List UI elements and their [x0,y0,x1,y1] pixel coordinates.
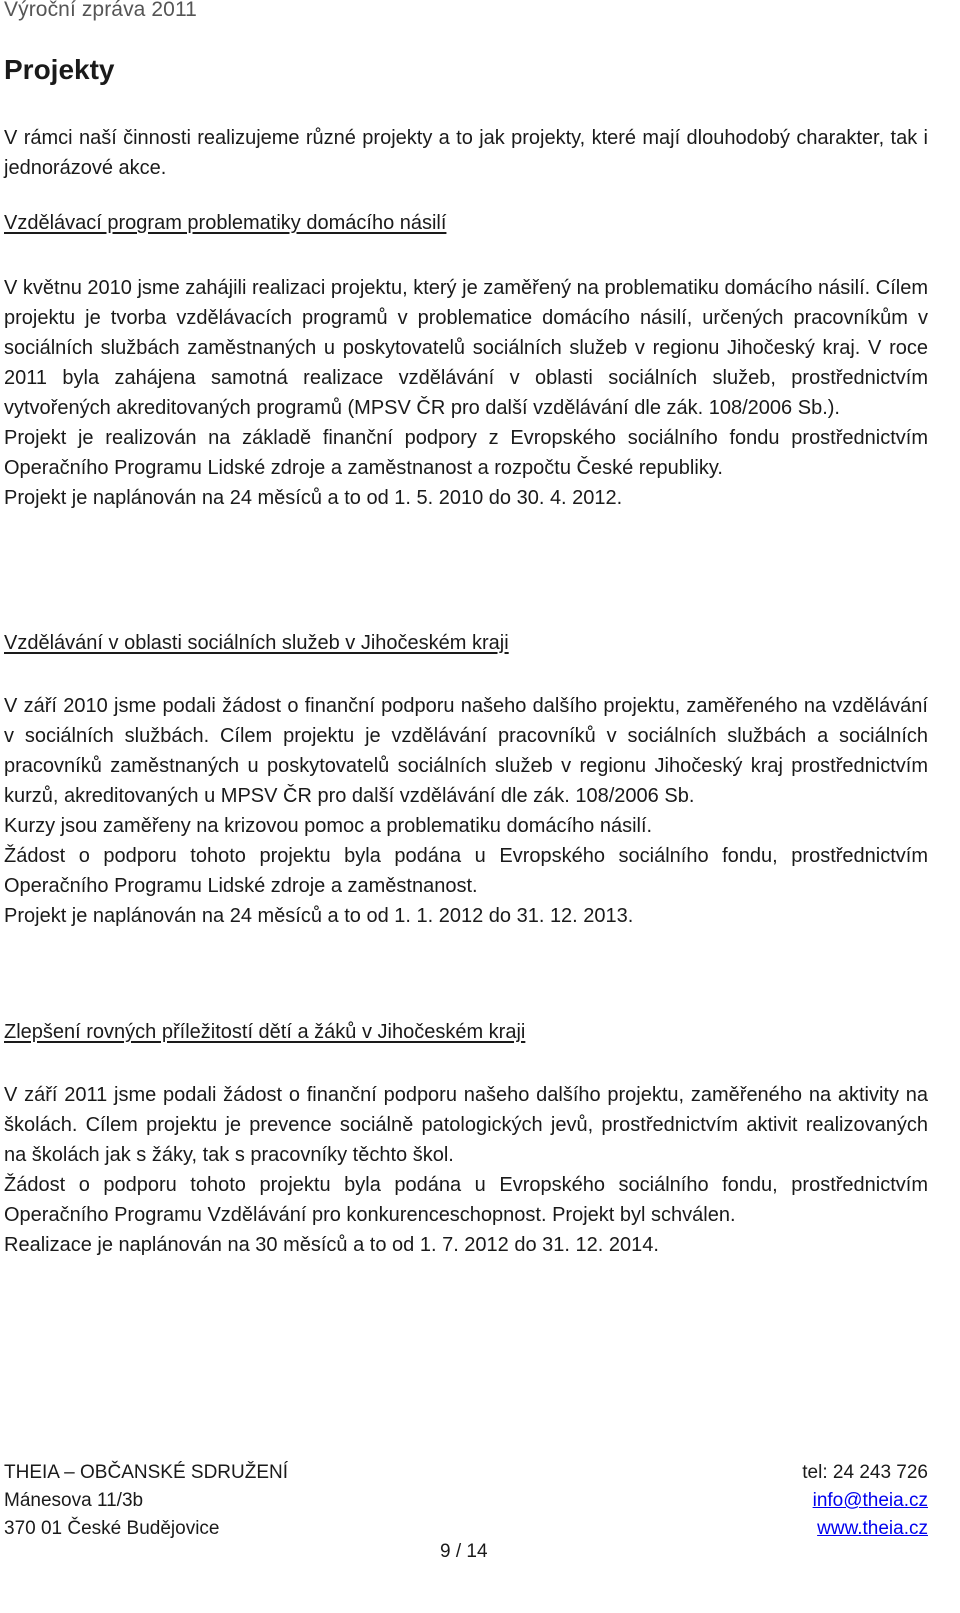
footer-phone: tel: 24 243 726 [802,1462,928,1483]
project-2-heading: Vzdělávání v oblasti sociálních služeb v Jihočeském kraji [4,632,509,654]
project-2-paragraph: V září 2010 jsme podali žádost o finanční podporu našeho dalšího projektu, zaměřeného na vzdělávání v sociálních službách. Cílem projektu je vzdělávání pracovníků v sociálních službách a sociálních pracovníků zaměstnaných u poskytovatelů sociálních služeb v regionu Jihočeský kraj prostřednictvím kurzů, akreditovaných u MPSV ČR pro další vzdělávání dle zák. 108/2006 Sb. [4,695,928,807]
footer-city: 370 01 České Budějovice [4,1518,220,1539]
footer-street: Mánesova 11/3b [4,1490,144,1511]
intro-text: V rámci naší činnosti realizujeme různé projekty a to jak projekty, které mají dlouhodobý charakter, tak i jednorázové akce. [4,127,928,179]
project-2-paragraph: Žádost o podporu tohoto projektu byla podána u Evropského sociálního fondu, prostřednictvím Operačního Programu Lidské zdroje a zaměstnanost. [4,845,928,897]
footer-address [4,1459,288,1543]
footer-org-name: THEIA – OBČANSKÉ SDRUŽENÍ [4,1462,289,1483]
project-3-body [4,1080,928,1260]
project-3-paragraph: Realizace je naplánován na 30 měsíců a to od 1. 7. 2012 do 31. 12. 2014. [4,1234,659,1256]
project-3-heading: Zlepšení rovných příležitostí dětí a žáků v Jihočeském kraji [4,1021,526,1043]
footer-email-link[interactable]: info@theia.cz [812,1490,928,1511]
project-3-paragraph: Žádost o podporu tohoto projektu byla podána u Evropského sociálního fondu, prostřednictvím Operačního Programu Vzdělávání pro konkurenceschopnost. Projekt byl schválen. [4,1174,928,1226]
project-1-body [4,273,928,513]
project-2-paragraph: Kurzy jsou zaměřeny na krizovou pomoc a problematiku domácího násilí. [4,815,653,837]
footer-web-link[interactable]: www.theia.cz [817,1518,928,1539]
running-header: Výroční zpráva 2011 [4,0,197,21]
project-1-paragraph: V květnu 2010 jsme zahájili realizaci projektu, který je zaměřený na problematiku domácího násilí. Cílem projektu je tvorba vzdělávacích programů v problematice domácího násilí, určených pracovníkům v sociálních službách zaměstnaných u poskytovatelů sociálních služeb v regionu Jihočeský kraj. V roce 2011 byla zahájena samotná realizace vzdělávání v oblasti sociálních služeb, prostřednictvím vytvořených akreditovaných programů (MPSV ČR pro další vzdělávání dle zák. 108/2006 Sb.). [4,277,928,419]
page-number: 9 / 14 [440,1541,488,1562]
page-title: Projekty [4,54,115,85]
project-1-heading: Vzdělávací program problematiky domácího násilí [4,212,447,234]
footer-contact [802,1459,928,1543]
project-2-body [4,691,928,931]
intro-paragraph [4,123,928,183]
project-1-paragraph: Projekt je naplánován na 24 měsíců a to od 1. 5. 2010 do 30. 4. 2012. [4,487,623,509]
project-1-paragraph: Projekt je realizován na základě finanční podpory z Evropského sociálního fondu prostřednictvím Operačního Programu Lidské zdroje a zaměstnanost a rozpočtu České republiky. [4,427,928,479]
project-2-paragraph: Projekt je naplánován na 24 měsíců a to od 1. 1. 2012 do 31. 12. 2013. [4,905,634,927]
project-3-paragraph: V září 2011 jsme podali žádost o finanční podporu našeho dalšího projektu, zaměřeného na aktivity na školách. Cílem projektu je prevence sociálně patologických jevů, prostřednictvím aktivit realizovaných na školách jak s žáky, tak s pracovníky těchto škol. [4,1084,928,1166]
